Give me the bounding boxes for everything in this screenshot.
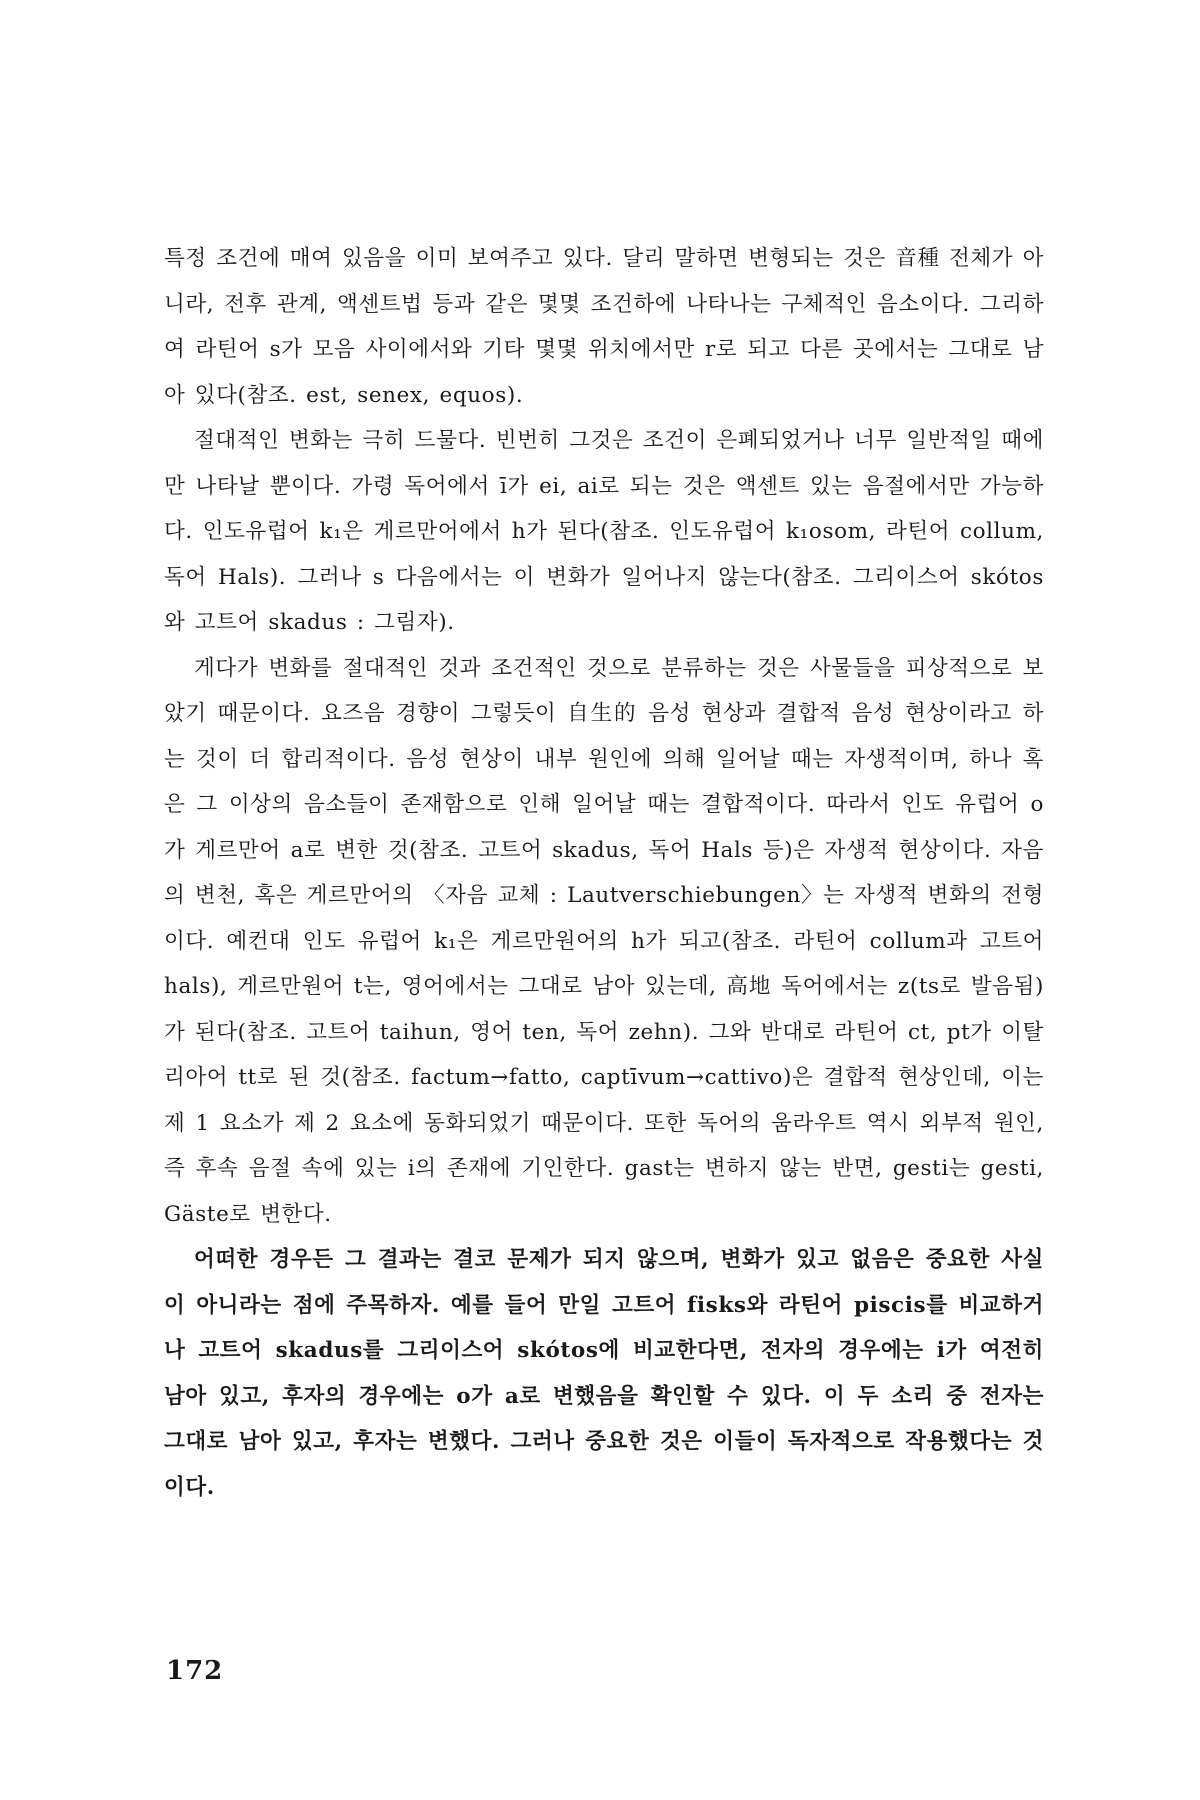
- page-body: [164, 236, 1044, 1510]
- paragraph-4: 어떠한 경우든 그 결과는 결코 문제가 되지 않으며, 변화가 있고 없음은 중요한 사실이 아니라는 점에 주목하자. 예를 들어 만일 고트어 fisks와 라틴어 piscis를 비교하거나 고트어 skadus를 그리이스어 skótos에 비교한다면, 전자의 경우에는 i가 여전히 남아 있고, 후자의 경우에는 o가 a로 변했음을 확인할 수 있다. 이 두 소리 중 전자는 그대로 남아 있고, 후자는 변했다. 그러나 중요한 것은 이들이 독자적으로 작용했다는 것이다.: [164, 1247, 1044, 1500]
- paragraph-3: 게다가 변화를 절대적인 것과 조건적인 것으로 분류하는 것은 사물들을 피상적으로 보았기 때문이다. 요즈음 경향이 그렇듯이 自生的 음성 현상과 결합적 음성 현상이라고 하는 것이 더 합리적이다. 음성 현상이 내부 원인에 의해 일어날 때는 자생적이며, 하나 혹은 그 이상의 음소들이 존재함으로 인해 일어날 때는 결합적이다. 따라서 인도 유럽어 o가 게르만어 a로 변한 것(참조. 고트어 skadus, 독어 Hals 등)은 자생적 현상이다. 자음의 변천, 혹은 게르만어의 〈자음 교체 : Lautverschiebungen〉는 자생적 변화의 전형이다. 예컨대 인도 유럽어 k₁은 게르만원어의 h가 되고(참조. 라틴어 collum과 고트어 hals), 게르만원어 t는, 영어에서는 그대로 남아 있는데, 高地 독어에서는 z(ts로 발음됨)가 된다(참조. 고트어 taihun, 영어 ten, 독어 zehn). 그와 반대로 라틴어 ct, pt가 이탈리아어 tt로 된 것(참조. factum→fatto, captīvum→cattivo)은 결합적 현상인데, 이는 제 1 요소가 제 2 요소에 동화되었기 때문이다. 또한 독어의 움라우트 역시 외부적 원인, 즉 후속 음절 속에 있는 i의 존재에 기인한다. gast는 변하지 않는 반면, gesti는 gesti, Gäste로 변한다.: [164, 655, 1044, 1227]
- paragraph-2: 절대적인 변화는 극히 드물다. 빈번히 그것은 조건이 은폐되었거나 너무 일반적일 때에만 나타날 뿐이다. 가령 독어에서 ī가 ei, ai로 되는 것은 액센트 있는 음절에서만 가능하다. 인도유럽어 k₁은 게르만어에서 h가 된다(참조. 인도유럽어 k₁osom, 라틴어 collum, 독어 Hals). 그러나 s 다음에서는 이 변화가 일어나지 않는다(참조. 그리이스어 skótos와 고트어 skadus : 그림자).: [164, 428, 1044, 635]
- paragraph-1: 특정 조건에 매여 있음을 이미 보여주고 있다. 달리 말하면 변형되는 것은 音種 전체가 아니라, 전후 관계, 액센트법 등과 같은 몇몇 조건하에 나타나는 구체적인 음소이다. 그리하여 라틴어 s가 모음 사이에서와 기타 몇몇 위치에서만 r로 되고 다른 곳에서는 그대로 남아 있다(참조. est, senex, equos).: [164, 246, 1044, 408]
- page-number: 172: [166, 1656, 224, 1686]
